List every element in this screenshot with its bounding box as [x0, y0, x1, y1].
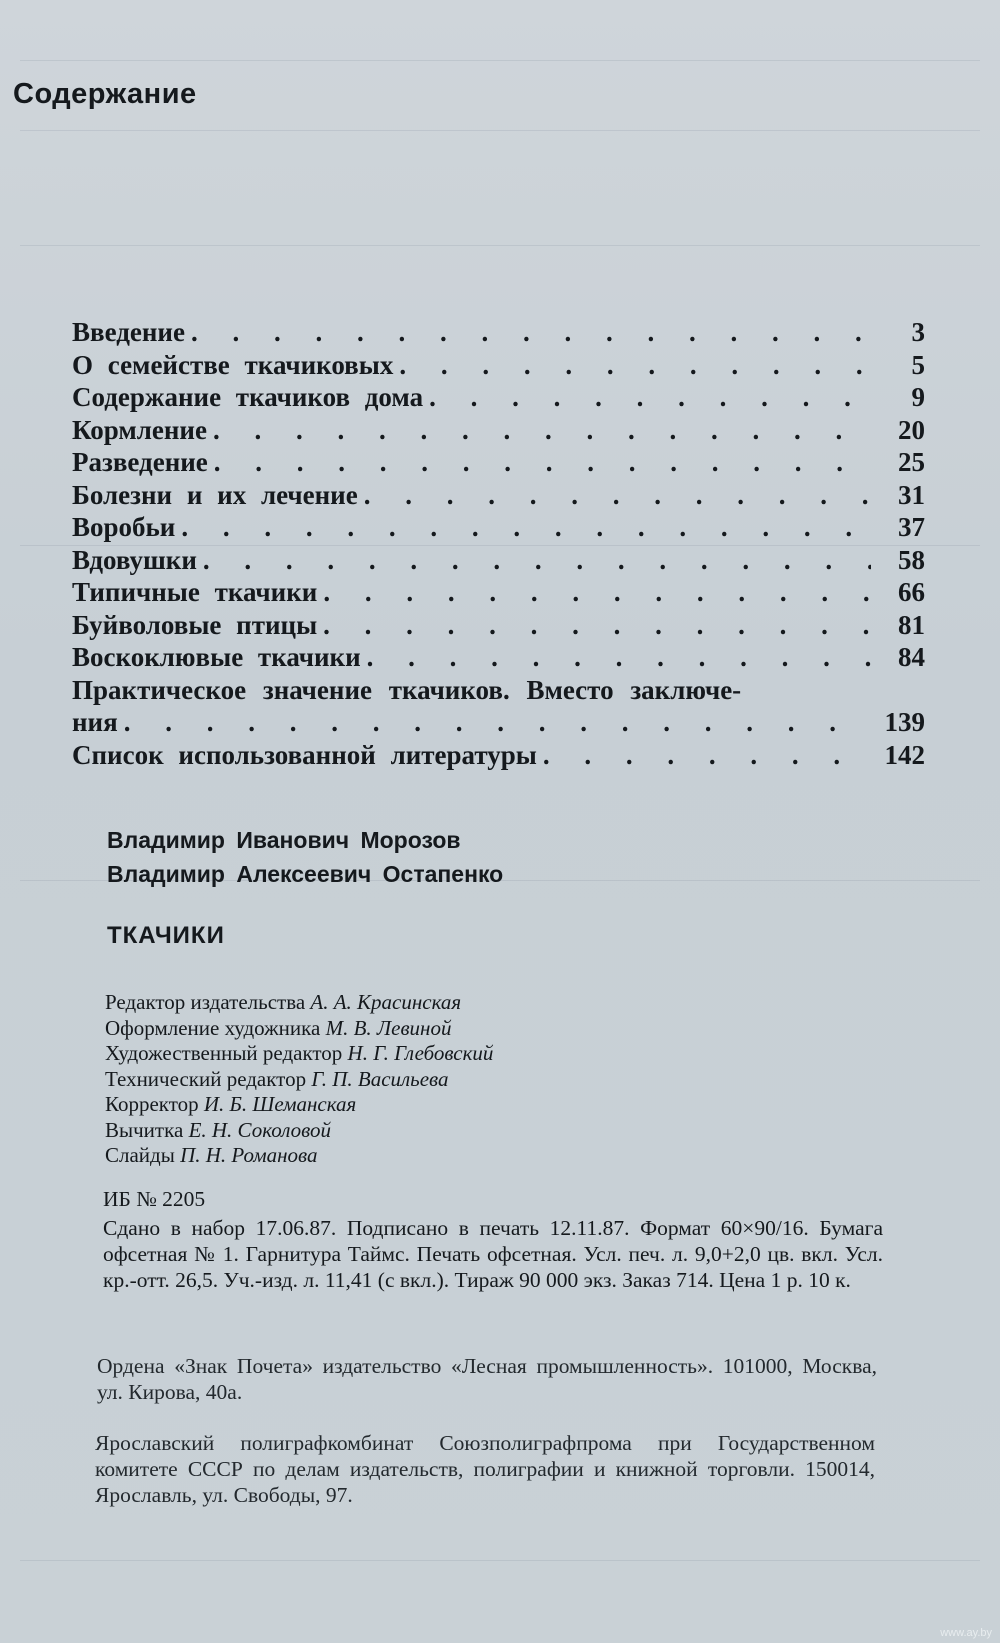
credit-line: Технический редактор Г. П. Васильева [105, 1066, 449, 1091]
page-number: 31 [898, 479, 925, 510]
toc-entry-line1[interactable]: Практическое значение ткачиков. Вместо заключе- [72, 674, 742, 705]
credit-line: Художественный редактор Н. Г. Глебовский [105, 1041, 494, 1065]
credit-line: Корректор И. Б. Шеманская [105, 1092, 357, 1116]
credit-line: Вычитка Е. Н. Соколовой [105, 1117, 331, 1142]
page-number: 9 [911, 382, 925, 412]
watermark: www.ay.by [940, 1627, 992, 1639]
page-number: 37 [898, 512, 925, 542]
page-number: 5 [911, 349, 925, 380]
toc-entry[interactable]: Болезни и их лечение . . . 31 [72, 479, 925, 512]
toc-entry[interactable]: Воробьи . . . 37 [72, 511, 925, 544]
bleed-line [20, 245, 980, 246]
page-number: 66 [898, 577, 925, 607]
credit-line: Редактор издательства А. А. Красинская [105, 990, 462, 1014]
page-number: 84 [898, 642, 925, 672]
page-number: 3 [911, 317, 925, 347]
credit-line: Оформление художника М. В. Левиной [105, 1015, 452, 1040]
toc-entry-line2[interactable]: ния . . . 139 [72, 706, 925, 739]
bleed-line [20, 130, 980, 131]
bleed-line [20, 1560, 980, 1561]
bleed-line [20, 60, 980, 61]
toc-entry[interactable]: Воскоклювые ткачики . . . 84 [72, 641, 925, 674]
page-number: 20 [898, 414, 925, 445]
ib-number: ИБ № 2205 [103, 1187, 206, 1211]
toc-entry[interactable]: Вдовушки . . . 58 [72, 544, 925, 577]
toc-entry[interactable]: О семействе ткачиковых . . . 5 [72, 349, 925, 382]
toc-entry[interactable]: Введение . . . 3 [72, 316, 925, 349]
toc-entry[interactable]: Список использованной литературы . . . 142 [72, 739, 925, 772]
toc-entry[interactable]: Разведение . . . 25 [72, 446, 925, 479]
publisher-info: Ордена «Знак Почета» издательство «Лесная промышленность». 101000, Москва, ул. Кирова, 40а. [97, 1354, 877, 1404]
toc-entry[interactable]: Типичные ткачики . . . 66 [72, 576, 925, 609]
toc-entry[interactable]: Содержание ткачиков дома . . . 9 [72, 381, 925, 414]
author-name: Владимир Иванович Морозов [107, 827, 461, 853]
book-title: ТКАЧИКИ [107, 922, 225, 949]
credit-line: Слайды П. Н. Романова [105, 1143, 318, 1167]
imprint-text: Сдано в набор 17.06.87. Подписано в печать 12.11.87. Формат 60×90/16. Бумага офсетная № 1. Гарнитура Таймс. Печать офсетная. Усл. печ. л. 9,0+2,0 цв. вкл. Усл. кр.-отт. 26,5. Уч.-изд. л. 11,41 (с вкл.). Тираж 90 000 экз. Заказ 714. Цена 1 р. 10 к. [103, 1216, 883, 1292]
imprint [103, 1186, 883, 1293]
credits [105, 990, 493, 1169]
printer-info: Ярославский полиграфкомбинат Союзполиграфпрома при Государственном комитете СССР по делам издательств, полиграфии и книжной торговли. 150014, Ярославль, ул. Свободы, 97. [95, 1431, 875, 1507]
page-number: 142 [884, 739, 925, 770]
author-name: Владимир Алексеевич Остапенко [107, 861, 504, 887]
toc-entry[interactable]: Буйволовые птицы . . . 81 [72, 609, 925, 642]
table-of-contents [72, 316, 925, 771]
authors [107, 823, 503, 891]
page-number: 58 [898, 544, 925, 575]
page-title: Содержание [13, 78, 197, 110]
page-number: 25 [898, 447, 925, 477]
page-number: 81 [898, 609, 925, 640]
page-number: 139 [884, 707, 925, 737]
toc-entry[interactable]: Кормление . . . 20 [72, 414, 925, 447]
